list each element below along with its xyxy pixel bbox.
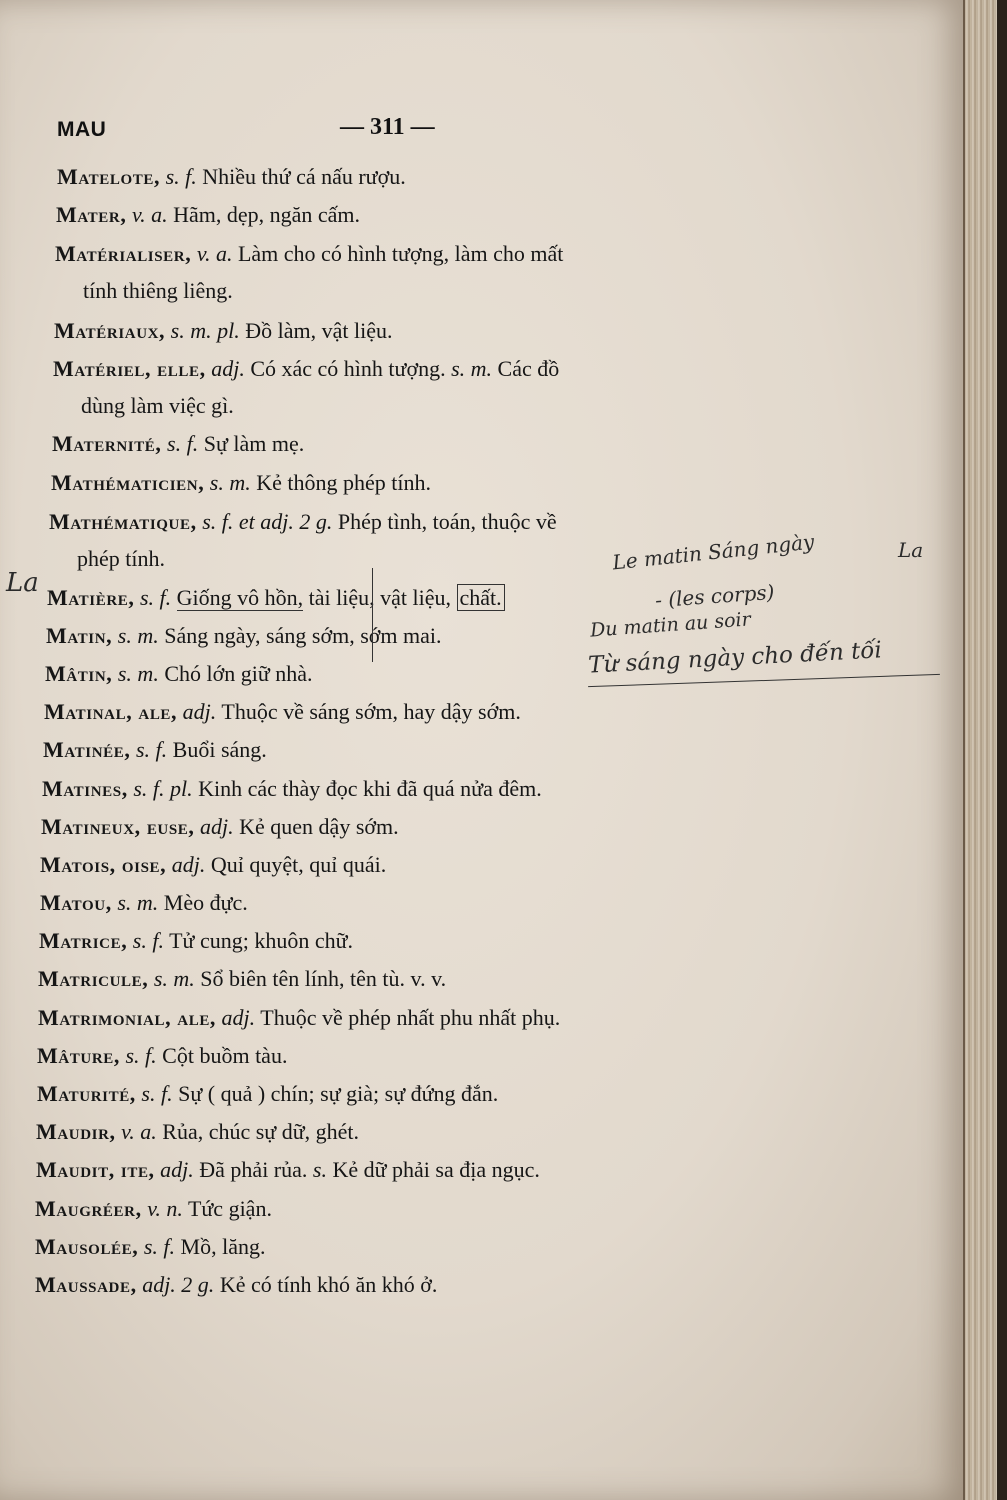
- entry-grammar: s. m.: [117, 623, 159, 648]
- dictionary-entry: [37, 1075, 817, 1112]
- entry-definition: Nhiều thứ cá nấu rượu.: [202, 164, 406, 189]
- entry-grammar: s. f.: [135, 737, 168, 762]
- entry-grammar: s. m. pl.: [170, 318, 240, 343]
- entry-headword: Maternité,: [52, 431, 162, 456]
- entry-headword: Maussade,: [35, 1272, 137, 1297]
- entry-headword: Mater,: [56, 202, 127, 227]
- entry-grammar: s. m.: [153, 966, 195, 991]
- handwritten-vertical-stroke: [372, 568, 373, 662]
- handwritten-note-le-matin: Le matin Sáng ngày: [611, 529, 816, 575]
- dictionary-entry: [35, 1266, 815, 1303]
- entry-headword: Maturité,: [37, 1081, 136, 1106]
- entry-definition: Đồ làm, vật liệu.: [245, 318, 393, 343]
- entry-headword: Matrice,: [39, 928, 128, 953]
- entry-grammar: v. n.: [147, 1196, 183, 1221]
- entry-definition: Thuộc về phép nhất phu nhất phụ.: [260, 1005, 561, 1030]
- entry-grammar-2: s.: [312, 1157, 327, 1182]
- entry-headword: Matinée,: [43, 737, 131, 762]
- entry-definition-2: Các đồ: [497, 356, 560, 381]
- entry-definition: tài liệu, vật liệu,: [303, 585, 452, 610]
- entry-headword: Maugréer,: [35, 1196, 142, 1221]
- entry-headword: Matérialiser,: [55, 241, 192, 266]
- entry-grammar: s. m.: [209, 470, 251, 495]
- entry-grammar: adj.: [160, 1157, 194, 1182]
- entry-grammar: v. a.: [196, 241, 233, 266]
- entry-definition: Làm cho có hình tượng, làm cho mất: [237, 241, 564, 266]
- entry-definition: Phép tình, toán, thuộc về: [337, 509, 557, 534]
- entry-definition: Tử cung; khuôn chữ.: [169, 928, 354, 953]
- entry-definition: Mồ, lăng.: [180, 1234, 266, 1259]
- entry-headword: Matines,: [42, 776, 128, 801]
- handwritten-note-du-matin: Du matin au soir: [589, 608, 752, 642]
- dictionary-entry: [36, 1113, 816, 1150]
- entry-definition: Sự ( quả ) chín; sự già; sự đứng đắn.: [178, 1081, 499, 1106]
- entry-definition: Buổi sáng.: [172, 737, 267, 762]
- entry-definition: Có xác có hình tượng.: [250, 356, 446, 381]
- entry-definition-2: Kẻ dữ phải sa địa ngục.: [332, 1157, 540, 1182]
- dictionary-entry: [54, 312, 834, 349]
- entry-grammar: v. a.: [121, 1119, 157, 1144]
- entry-headword: Matou,: [40, 890, 112, 915]
- entry-definition-underlined: Giống vô hồn,: [176, 585, 304, 610]
- book-binding: [997, 0, 1007, 1500]
- entry-definition: Tức giận.: [187, 1196, 272, 1221]
- entry-headword: Mâture,: [37, 1043, 120, 1068]
- handwritten-note-vn: Từ sáng ngày cho đến tối: [587, 637, 883, 679]
- entry-headword: Matois, oise,: [40, 852, 167, 877]
- dictionary-entry: [40, 846, 820, 883]
- entry-definition: Cột buồm tàu.: [162, 1043, 288, 1068]
- entry-definition: Hãm, dẹp, ngăn cấm.: [173, 202, 361, 227]
- dictionary-entry: [51, 464, 831, 501]
- dictionary-entry: [53, 350, 833, 424]
- entry-definition-boxed: chất.: [457, 584, 505, 611]
- entry-grammar: adj.: [211, 356, 245, 381]
- entry-definition: Quỉ quyệt, quỉ quái.: [210, 852, 387, 877]
- entry-grammar: v. a.: [131, 202, 168, 227]
- entry-grammar: s. f.: [143, 1234, 176, 1259]
- entry-headword: Matelote,: [57, 164, 161, 189]
- dictionary-entry: [42, 770, 822, 807]
- entry-grammar: adj. 2 g.: [142, 1272, 215, 1297]
- dictionary-entry: [38, 960, 818, 997]
- entry-grammar: s. f. pl.: [133, 776, 193, 801]
- entry-grammar: adj.: [200, 814, 234, 839]
- dictionary-entry: [35, 1190, 815, 1227]
- entry-definition: Đã phải rủa.: [199, 1157, 308, 1182]
- dictionary-entry: [41, 808, 821, 845]
- entry-definition: Kẻ quen dậy sớm.: [239, 814, 399, 839]
- entry-grammar: s. f. et adj. 2 g.: [202, 509, 333, 534]
- entry-headword: Matin,: [46, 623, 113, 648]
- entry-headword: Matière,: [47, 585, 135, 610]
- dictionary-entry: [43, 731, 823, 768]
- entry-headword: Maudir,: [36, 1119, 116, 1144]
- entry-continuation: dùng làm việc gì.: [81, 393, 234, 418]
- entry-definition: Sổ biên tên lính, tên tù. v. v.: [200, 966, 447, 991]
- dictionary-entry: [56, 196, 836, 233]
- entry-headword: Matériaux,: [54, 318, 166, 343]
- dictionary-entry: [57, 158, 837, 195]
- entry-grammar: s. m.: [117, 661, 159, 686]
- entry-grammar: s. f.: [167, 431, 199, 456]
- entry-definition: Thuộc về sáng sớm, hay dậy sớm.: [221, 699, 521, 724]
- entry-grammar: s. f.: [165, 164, 197, 189]
- entry-grammar-2: s. m.: [451, 356, 493, 381]
- page-number: — 311 —: [340, 114, 435, 140]
- handwritten-note-les-corps: - (les corps): [654, 579, 776, 613]
- entry-grammar: s. f.: [141, 1081, 173, 1106]
- entry-grammar: s. f.: [125, 1043, 157, 1068]
- entry-definition: Kẻ có tính khó ăn khó ở.: [219, 1272, 438, 1297]
- entry-definition: Sáng ngày, sáng sớm, sớm mai.: [164, 623, 442, 648]
- entry-continuation: tính thiêng liêng.: [83, 278, 233, 303]
- entry-definition: Rủa, chúc sự dữ, ghét.: [162, 1119, 360, 1144]
- entry-grammar: adj.: [171, 852, 206, 877]
- entry-definition: Kinh các thày đọc khi đã quá nửa đêm.: [198, 776, 542, 801]
- entry-grammar: s. f.: [132, 928, 164, 953]
- running-head-word: MAU: [57, 118, 107, 141]
- entry-definition: Sự làm mẹ.: [203, 431, 305, 456]
- entry-headword: Matricule,: [38, 966, 149, 991]
- entry-definition: Kẻ thông phép tính.: [256, 470, 432, 495]
- entry-definition: Mèo đực.: [163, 890, 248, 915]
- entry-headword: Mausolée,: [35, 1234, 139, 1259]
- entry-headword: Matinal, ale,: [44, 699, 178, 724]
- dictionary-entry: [38, 999, 818, 1036]
- entry-definition: Chó lớn giữ nhà.: [164, 661, 313, 686]
- dictionary-entry: [35, 1228, 815, 1265]
- dictionary-entry: [39, 922, 819, 959]
- entry-headword: Mathématicien,: [51, 470, 205, 495]
- dictionary-entry: [37, 1037, 817, 1074]
- dictionary-entry: [52, 425, 832, 462]
- entry-headword: Matineux, euse,: [41, 814, 195, 839]
- dictionary-entry: [40, 884, 820, 921]
- entry-headword: Matrimonial, ale,: [38, 1005, 217, 1030]
- entry-grammar: adj.: [182, 699, 217, 724]
- entry-continuation: phép tính.: [77, 546, 165, 571]
- entry-headword: Mâtin,: [45, 661, 113, 686]
- dictionary-entry: [36, 1151, 816, 1188]
- entry-headword: Mathématique,: [49, 509, 197, 534]
- entry-grammar: s. m.: [117, 890, 159, 915]
- entry-headword: Maudit, ite,: [36, 1157, 155, 1182]
- handwritten-note-la: La: [898, 538, 924, 562]
- dictionary-entry: [55, 235, 835, 309]
- dictionary-entry: [44, 693, 824, 730]
- margin-note-la: La: [6, 568, 39, 598]
- entry-grammar: adj.: [221, 1005, 256, 1030]
- entry-headword: Matériel, elle,: [53, 356, 206, 381]
- entry-grammar: s. f.: [139, 585, 172, 610]
